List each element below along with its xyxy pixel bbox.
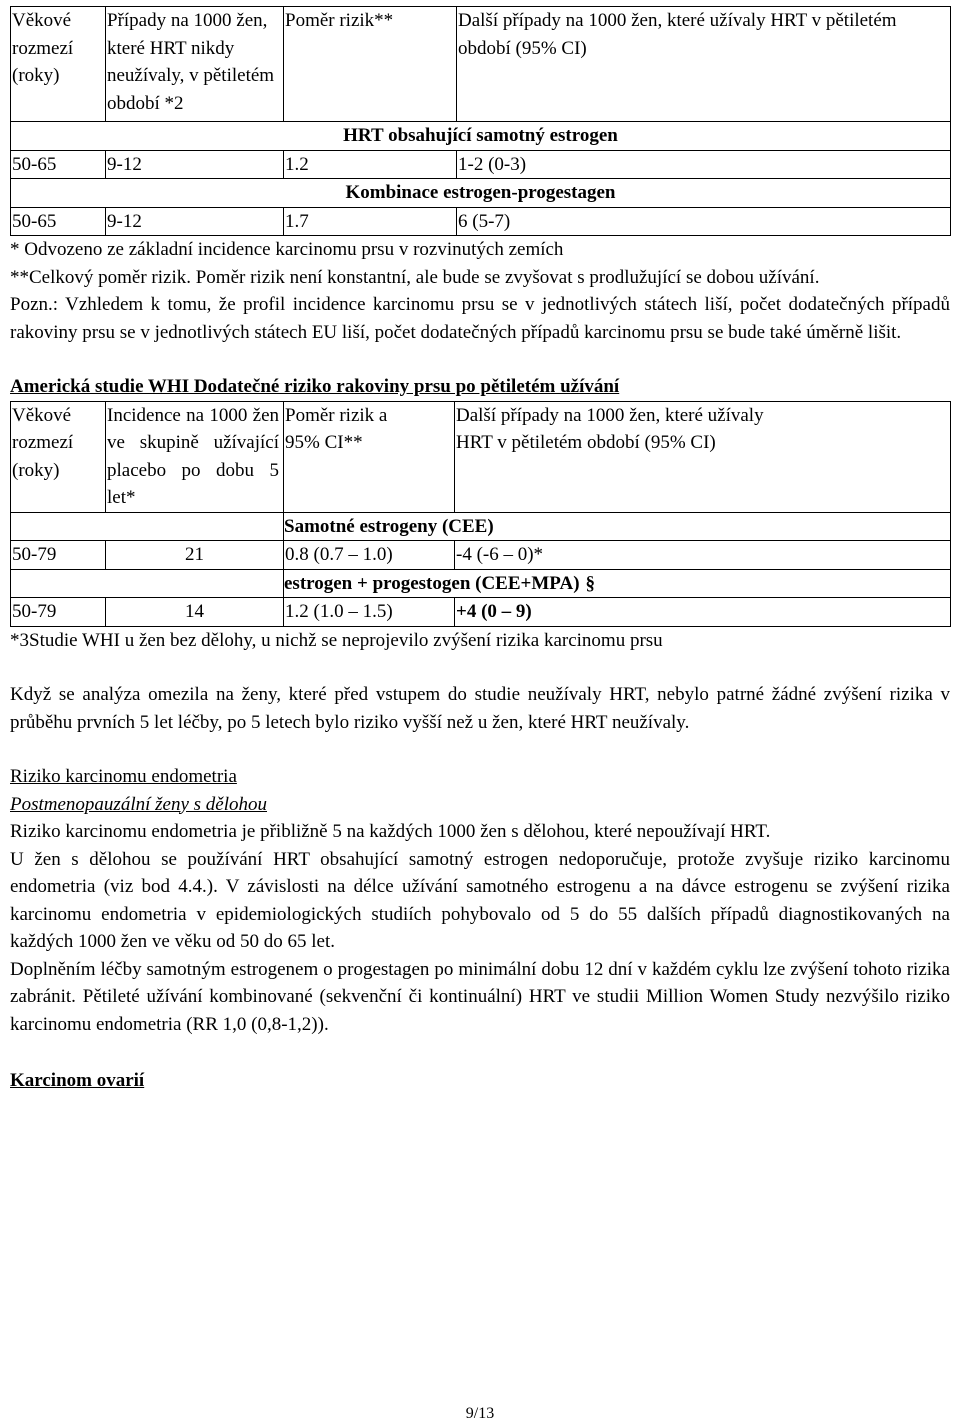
endometrium-paragraph-2: U žen s dělohou se používání HRT obsahující samotný estrogen nedoporučuje, protože zvyšuje riziko karcinomu endometria (viz bod 4.4.). V závislosti na délce užívání samotného estrogenu a na dávce estrogenu se zvýšení rizika karcinomu endometria v epidemiologických studiích pohybovalo od 5 do 55 dalších případů diagnostikovaných na každých 1000 žen ve věku od 50 do 65 let. — [10, 848, 950, 952]
endometrium-subheading: Postmenopauzální ženy s dělohou — [10, 793, 268, 815]
table1-note — [10, 291, 950, 346]
analysis-paragraph: Když se analýza omezila na ženy, které před vstupem do studie neužívaly HRT, nebylo patrné žádné zvýšení rizika v průběhu prvních 5 let léčby, po 5 letech bylo riziko vyšší než u žen, které HRT neužívaly. — [10, 684, 950, 733]
whi-risk-table — [10, 401, 951, 627]
cell-ratio: 1.2 — [284, 150, 457, 179]
ovary-heading: Karcinom ovarií — [10, 1070, 145, 1091]
cell-cases: 9-12 — [106, 150, 284, 179]
table-header-row — [11, 401, 951, 512]
header-incidence: Incidence na 1000 žen ve skupině užívající placebo po dobu 5 let* — [106, 401, 284, 512]
section-label: estrogen + progestogen (CEE+MPA) — [284, 572, 580, 594]
endometrium-heading: Riziko karcinomu endometria — [10, 766, 237, 787]
table1-footnote-1: * Odvozeno ze základní incidence karcinomu prsu v rozvinutých zemích — [10, 239, 564, 260]
cell-incidence: 21 — [106, 541, 284, 570]
cell-ratio: 1.7 — [284, 207, 457, 236]
cell-incidence: 14 — [106, 598, 284, 627]
cell-extra: -4 (-6 – 0)* — [455, 541, 951, 570]
section-mark: § — [585, 572, 596, 594]
table-row — [11, 541, 951, 570]
cell-extra: 6 (5-7) — [457, 207, 951, 236]
table2-footnote: *3Studie WHI u žen bez dělohy, u nichž se neprojevilo zvýšení rizika karcinomu prsu — [10, 629, 663, 651]
cell-ratio: 0.8 (0.7 – 1.0) — [284, 541, 455, 570]
endometrium-paragraph-3: Doplněním léčby samotným estrogenem o progestagen po minimální dobu 12 dní v každém cyklu lze zvýšení tohoto rizika zabránit. Pětileté užívání kombinované (sekvenční či kontinuální) HRT ve studii Million Women Study nezvýšilo riziko karcinomu endometria (RR 1,0 (0,8-1,2)). — [10, 958, 950, 1035]
whi-table-title: Americká studie WHI Dodatečné riziko rakoviny prsu po pětiletém užívání — [10, 376, 620, 397]
cell-age: 50-65 — [11, 207, 106, 236]
table-section-row — [11, 122, 951, 151]
cell-age: 50-79 — [11, 541, 106, 570]
header-risk-ratio: Poměr rizik a 95% CI** — [284, 401, 455, 512]
page-number: 9/13 — [465, 1405, 495, 1422]
header-extra-cases: Další případy na 1000 žen, které užívaly HRT v pětiletém období (95% CI) — [455, 401, 951, 512]
table-row — [11, 598, 951, 627]
cell-extra: 1-2 (0-3) — [457, 150, 951, 179]
note-label: Pozn. — [10, 294, 53, 315]
document-page — [10, 6, 950, 1095]
header-extra-cases: Další případy na 1000 žen, které užívaly HRT v pětiletém období (95% CI) — [457, 7, 951, 122]
note-text: : Vzhledem k tomu, že profil incidence karcinomu prsu se v jednotlivých státech liší, počet dodatečných případů rakoviny prsu se v jednotlivých státech EU liší, počet dodatečných případů karcinomu prsu se bude také úměrně lišit. — [10, 294, 950, 343]
header-age: Věkové rozmezí (roky) — [11, 7, 106, 122]
section-combination: Kombinace estrogen-progestagen — [11, 179, 951, 208]
header-cases-never: Případy na 1000 žen, které HRT nikdy neužívaly, v pětiletém období *2 — [106, 7, 284, 122]
cell-ratio: 1.2 (1.0 – 1.5) — [284, 598, 455, 627]
cell-age: 50-65 — [11, 150, 106, 179]
breast-cancer-risk-table — [10, 6, 951, 236]
endometrium-paragraph-1: Riziko karcinomu endometria je přibližně 5 na každých 1000 žen s dělohou, které nepoužívají HRT. — [10, 821, 771, 842]
cell-age: 50-79 — [11, 598, 106, 627]
table-section-row — [11, 512, 951, 541]
table1-footnote-2: **Celkový poměr rizik. Poměr rizik není konstantní, ale bude se zvyšovat s prodlužující se dobou užívání. — [10, 266, 820, 288]
section-estrogens-only: Samotné estrogeny (CEE) — [284, 512, 951, 541]
section-estrogen-progestogen — [284, 569, 951, 598]
cell-extra: +4 (0 – 9) — [455, 598, 951, 627]
header-risk-ratio: Poměr rizik** — [284, 7, 457, 122]
table-section-row — [11, 179, 951, 208]
section-estrogen-only: HRT obsahující samotný estrogen — [11, 122, 951, 151]
table-row — [11, 150, 951, 179]
table-header-row — [11, 7, 951, 122]
header-age: Věkové rozmezí (roky) — [11, 401, 106, 512]
cell-cases: 9-12 — [106, 207, 284, 236]
table-row — [11, 207, 951, 236]
table-section-row — [11, 569, 951, 598]
